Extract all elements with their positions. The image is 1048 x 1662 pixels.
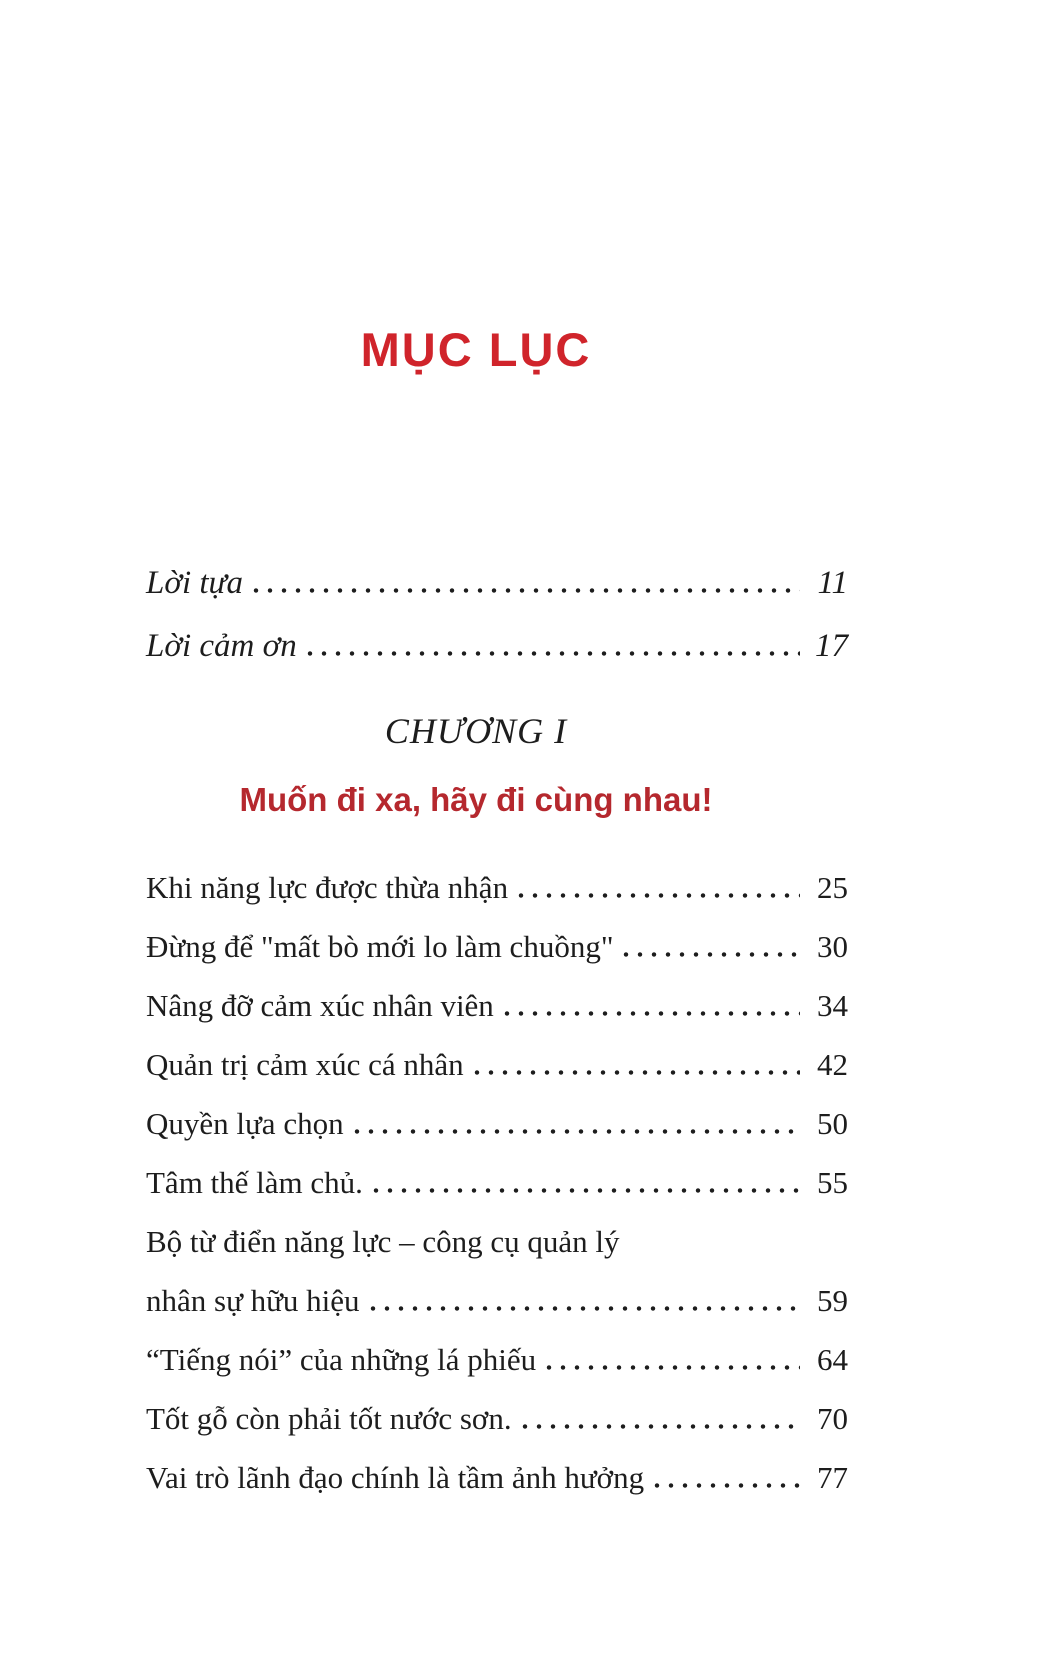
dot-leader bbox=[500, 1011, 800, 1016]
toc-entry-list bbox=[146, 868, 848, 1517]
front-matter-list bbox=[146, 563, 848, 689]
dot-leader bbox=[249, 588, 800, 593]
toc-entry-title: Lời tựa bbox=[146, 565, 244, 601]
toc-entry-title: Quyền lựa chọn bbox=[146, 1106, 344, 1141]
dot-leader bbox=[366, 1306, 800, 1311]
dot-leader bbox=[303, 651, 800, 656]
toc-entry-title: “Tiếng nói” của những lá phiếu bbox=[146, 1342, 537, 1377]
toc-entry-title: Lời cảm ơn bbox=[146, 628, 297, 664]
toc-entry bbox=[146, 563, 848, 603]
dot-leader bbox=[369, 1188, 800, 1193]
toc-entry bbox=[146, 1104, 848, 1144]
toc-entry-title: Tâm thế làm chủ. bbox=[146, 1165, 363, 1200]
toc-entry bbox=[146, 1399, 848, 1439]
toc-entry-page: 70 bbox=[817, 1401, 848, 1436]
toc-entry-page: 50 bbox=[817, 1106, 848, 1141]
dot-leader bbox=[470, 1070, 800, 1075]
dot-leader bbox=[514, 893, 800, 898]
toc-entry bbox=[146, 927, 848, 967]
chapter-heading: CHƯƠNG I bbox=[384, 711, 568, 751]
toc-entry bbox=[146, 986, 848, 1026]
toc-entry-title: Khi năng lực được thừa nhận bbox=[146, 870, 509, 905]
toc-entry-page: 64 bbox=[817, 1342, 848, 1377]
toc-entry-page: 55 bbox=[817, 1165, 848, 1200]
toc-entry-page: 17 bbox=[815, 628, 848, 664]
toc-entry-title: Nâng đỡ cảm xúc nhân viên bbox=[146, 988, 494, 1023]
toc-entry-title: Bộ từ điển năng lực – công cụ quản lý bbox=[146, 1224, 620, 1259]
toc-entry bbox=[146, 1163, 848, 1203]
toc-entry bbox=[146, 1045, 848, 1085]
dot-leader bbox=[542, 1365, 800, 1370]
toc-entry-page: 77 bbox=[817, 1460, 848, 1495]
toc-entry-title: Tốt gỗ còn phải tốt nước sơn. bbox=[146, 1401, 512, 1436]
toc-entry bbox=[146, 1222, 848, 1262]
toc-entry bbox=[146, 1281, 848, 1321]
toc-entry bbox=[146, 626, 848, 666]
chapter-title: Muốn đi xa, hãy đi cùng nhau! bbox=[239, 781, 713, 818]
toc-entry bbox=[146, 868, 848, 908]
dot-leader bbox=[350, 1129, 800, 1134]
toc-entry-title: Đừng để "mất bò mới lo làm chuồng" bbox=[146, 929, 614, 964]
toc-entry bbox=[146, 1458, 848, 1498]
toc-entry-page: 25 bbox=[817, 870, 848, 905]
toc-entry-page: 42 bbox=[817, 1047, 848, 1082]
toc-entry bbox=[146, 1340, 848, 1380]
toc-entry-page: 59 bbox=[817, 1283, 848, 1318]
toc-entry-title: Vai trò lãnh đạo chính là tầm ảnh hưởng bbox=[146, 1460, 645, 1495]
toc-entry-page: 30 bbox=[817, 929, 848, 964]
toc-entry-page: 11 bbox=[817, 565, 848, 601]
dot-leader bbox=[518, 1424, 800, 1429]
toc-entry-title: nhân sự hữu hiệu bbox=[146, 1283, 360, 1318]
toc-title: MỤC LỤC bbox=[360, 323, 592, 376]
dot-leader bbox=[650, 1483, 800, 1488]
toc-entry-page: 34 bbox=[817, 988, 848, 1023]
toc-entry-title: Quản trị cảm xúc cá nhân bbox=[146, 1047, 464, 1082]
dot-leader bbox=[619, 952, 800, 957]
